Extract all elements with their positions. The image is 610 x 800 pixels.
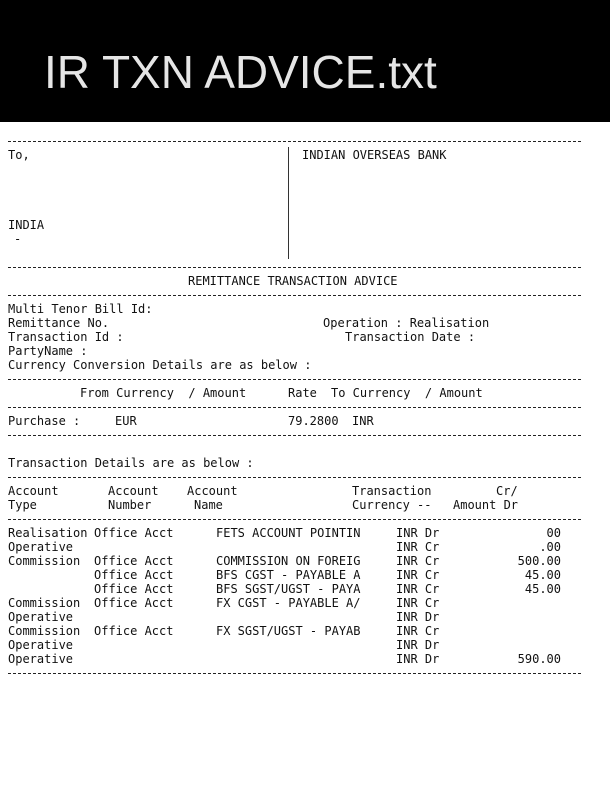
hdr-amount-1: Cr/: [496, 484, 518, 498]
address-column-separator: [288, 147, 289, 259]
divider: [8, 673, 581, 674]
row-amount: 00: [546, 526, 561, 540]
row-type: Commission: [8, 624, 81, 638]
divider: [8, 295, 581, 296]
divider: [8, 435, 581, 436]
divider: [8, 519, 581, 520]
row-currency: INR Cr: [396, 554, 440, 568]
advice-document: [0, 130, 610, 800]
transaction-date-label: Transaction Date :: [345, 330, 476, 344]
row-amount: .00: [539, 540, 561, 554]
row-amount: 590.00: [517, 652, 561, 666]
conv-row-from-currency: EUR: [115, 414, 137, 428]
row-type: Operative: [8, 540, 74, 554]
party-name-label: PartyName :: [8, 344, 88, 358]
transactions-intro: Transaction Details are as below :: [8, 456, 254, 470]
conv-row-rate: 79.2800: [288, 414, 339, 428]
row-name: FETS ACCOUNT POINTIN: [216, 526, 361, 540]
row-amount: 500.00: [517, 554, 561, 568]
hdr-amount-2: Amount Dr: [453, 498, 519, 512]
divider: [8, 141, 581, 142]
advice-title: REMITTANCE TRANSACTION ADVICE: [188, 274, 398, 288]
row-currency: INR Dr: [396, 610, 440, 624]
divider: [8, 407, 581, 408]
hdr-account-number-1: Account: [108, 484, 159, 498]
conv-row-to-currency: INR: [352, 414, 374, 428]
bank-name: INDIAN OVERSEAS BANK: [302, 148, 447, 162]
divider: [8, 477, 581, 478]
row-number: Office Acct: [94, 582, 174, 596]
row-type: Operative: [8, 652, 74, 666]
conv-header-from: From Currency / Amount: [80, 386, 247, 400]
row-name: BFS CGST - PAYABLE A: [216, 568, 361, 582]
row-amount: 45.00: [524, 568, 561, 582]
file-title: IR TXN ADVICE.txt: [44, 46, 437, 98]
row-currency: INR Dr: [396, 652, 440, 666]
hdr-account-name-1: Account: [187, 484, 238, 498]
multi-tenor-label: Multi Tenor Bill Id:: [8, 302, 153, 316]
operation-label: Operation : Realisation: [323, 316, 490, 330]
row-currency: INR Cr: [396, 540, 440, 554]
row-name: FX SGST/UGST - PAYAB: [216, 624, 361, 638]
row-name: FX CGST - PAYABLE A/: [216, 596, 361, 610]
row-type: Operative: [8, 638, 74, 652]
hdr-currency-2: Currency --: [352, 498, 432, 512]
hdr-currency-1: Transaction: [352, 484, 432, 498]
row-number: Office Acct: [94, 568, 174, 582]
row-name: COMMISSION ON FOREIG: [216, 554, 361, 568]
title-bar: [0, 0, 610, 122]
row-number: Office Acct: [94, 624, 174, 638]
to-label: To,: [8, 148, 30, 162]
transaction-id-label: Transaction Id :: [8, 330, 124, 344]
hdr-account-type-2: Type: [8, 498, 37, 512]
conversion-intro: Currency Conversion Details are as below :: [8, 358, 312, 372]
row-amount: 45.00: [524, 582, 561, 596]
row-number: Office Acct: [94, 526, 174, 540]
row-name: BFS SGST/UGST - PAYA: [216, 582, 361, 596]
country: INDIA: [8, 218, 45, 232]
remittance-no-label: Remittance No.: [8, 316, 110, 330]
divider: [8, 379, 581, 380]
row-type: Commission: [8, 596, 81, 610]
row-number: Office Acct: [94, 554, 174, 568]
row-currency: INR Cr: [396, 596, 440, 610]
row-currency: INR Cr: [396, 568, 440, 582]
hdr-account-type-1: Account: [8, 484, 59, 498]
row-type: Commission: [8, 554, 81, 568]
hdr-account-name-2: Name: [194, 498, 223, 512]
row-currency: INR Cr: [396, 624, 440, 638]
row-number: Office Acct: [94, 596, 174, 610]
hdr-account-number-2: Number: [108, 498, 152, 512]
address-dash: -: [14, 232, 22, 246]
row-currency: INR Dr: [396, 638, 440, 652]
conv-row-type: Purchase :: [8, 414, 81, 428]
row-type: Operative: [8, 610, 74, 624]
divider: [8, 267, 581, 268]
row-type: Realisation: [8, 526, 88, 540]
row-currency: INR Dr: [396, 526, 440, 540]
conv-header-rate: Rate: [288, 386, 317, 400]
conv-header-to: To Currency / Amount: [331, 386, 483, 400]
row-currency: INR Cr: [396, 582, 440, 596]
